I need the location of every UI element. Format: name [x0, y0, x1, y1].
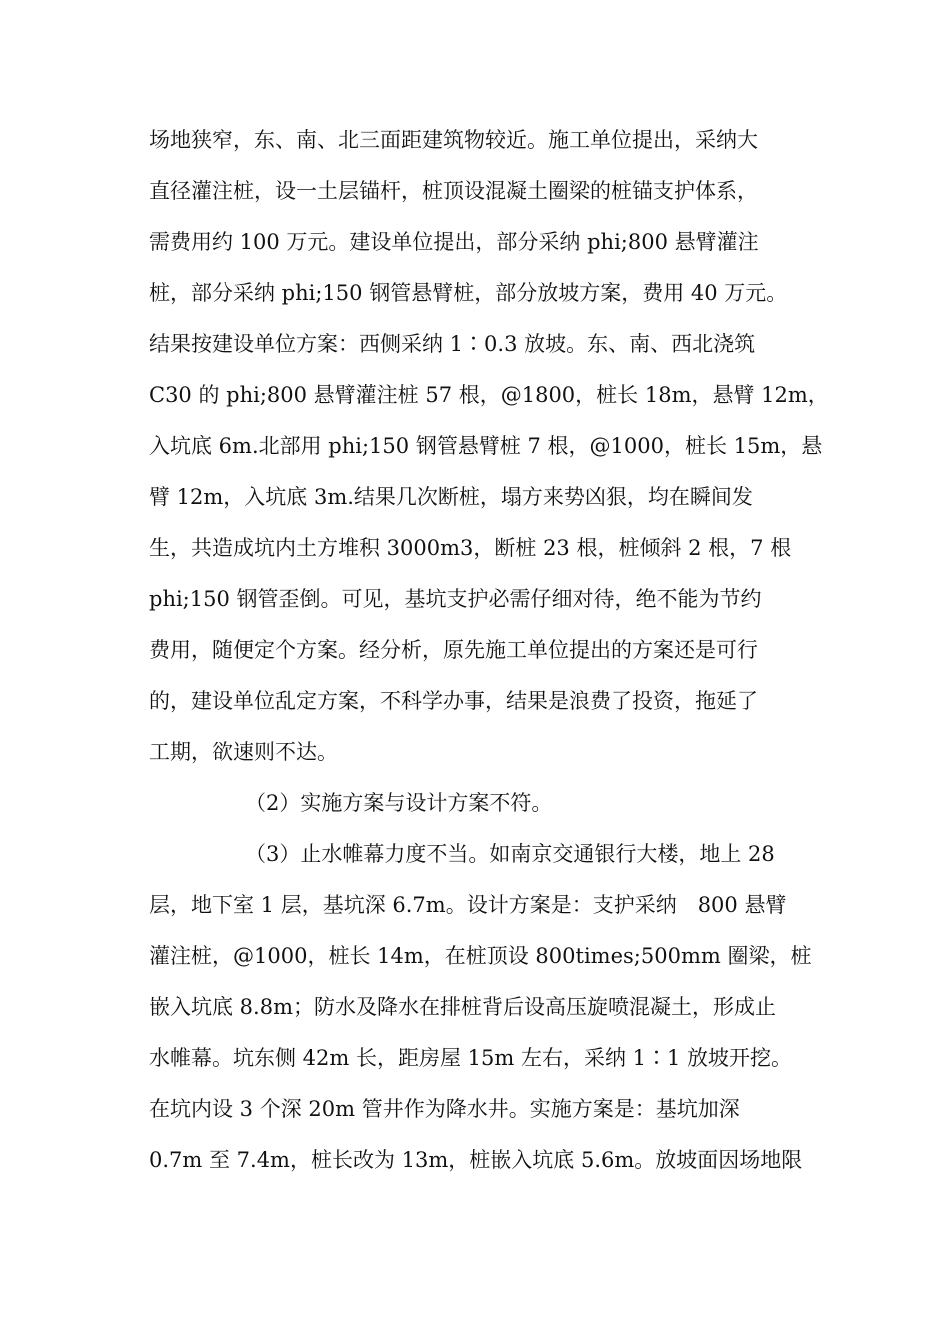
text-line: 在坑内设 3 个深 20m 管井作为降水井。实施方案是：基坑加深	[149, 1097, 740, 1121]
text-line: 工期，欲速则不达。	[149, 740, 338, 764]
text-line: 入坑底 6m.北部用 phi;150 钢管悬臂桩 7 根，@1000，桩长 15m，悬	[149, 434, 823, 458]
text-line: C30 的 phi;800 悬臂灌注桩 57 根，@1800，桩长 18m，悬臂 12m，	[149, 383, 829, 407]
text-line: 水帷幕。坑东侧 42m 长，距房屋 15m 左右，采纳 1∶1 放坡开挖。	[149, 1046, 793, 1070]
text-line: 直径灌注桩，设一土层锚杆，桩顶设混凝土圈梁的桩锚支护体系，	[149, 179, 758, 203]
text-line: 需费用约 100 万元。建设单位提出，部分采纳 phi;800 悬臂灌注	[149, 230, 759, 254]
text-line: 臂 12m，入坑底 3m.结果几次断桩，塌方来势凶狠，均在瞬间发	[149, 485, 753, 509]
text-line: phi;150 钢管歪倒。可见，基坑支护必需仔细对待，绝不能为节约	[149, 587, 762, 611]
text-line: 嵌入坑底 8.8m；防水及降水在排桩背后设高压旋喷混凝土，形成止	[149, 995, 776, 1019]
text-line: 层，地下室 1 层，基坑深 6.7m。设计方案是：支护采纳 800 悬臂	[149, 893, 787, 917]
section-heading-3: （3）止水帷幕力度不当。如南京交通银行大楼，地上 28	[245, 842, 775, 866]
text-line: 场地狭窄，东、南、北三面距建筑物较近。施工单位提出，采纳大	[149, 128, 758, 152]
text-line: 0.7m 至 7.4m，桩长改为 13m，桩嵌入坑底 5.6m。放坡面因场地限	[149, 1148, 803, 1172]
section-heading-2: （2）实施方案与设计方案不符。	[245, 791, 553, 815]
text-line: 结果按建设单位方案：西侧采纳 1∶0.3 放坡。东、南、西北浇筑	[149, 332, 756, 356]
text-line: 费用，随便定个方案。经分析，原先施工单位提出的方案还是可行	[149, 638, 758, 662]
body-text	[149, 118, 829, 1189]
text-line: 灌注桩，@1000，桩长 14m，在桩顶设 800times;500mm 圈梁，桩	[149, 944, 812, 968]
text-line: 生，共造成坑内土方堆积 3000m3，断桩 23 根，桩倾斜 2 根，7 根	[149, 536, 792, 560]
text-line: 桩，部分采纳 phi;150 钢管悬臂桩，部分放坡方案，费用 40 万元。	[149, 281, 788, 305]
text-line: 的，建设单位乱定方案，不科学办事，结果是浪费了投资，拖延了	[149, 689, 758, 713]
